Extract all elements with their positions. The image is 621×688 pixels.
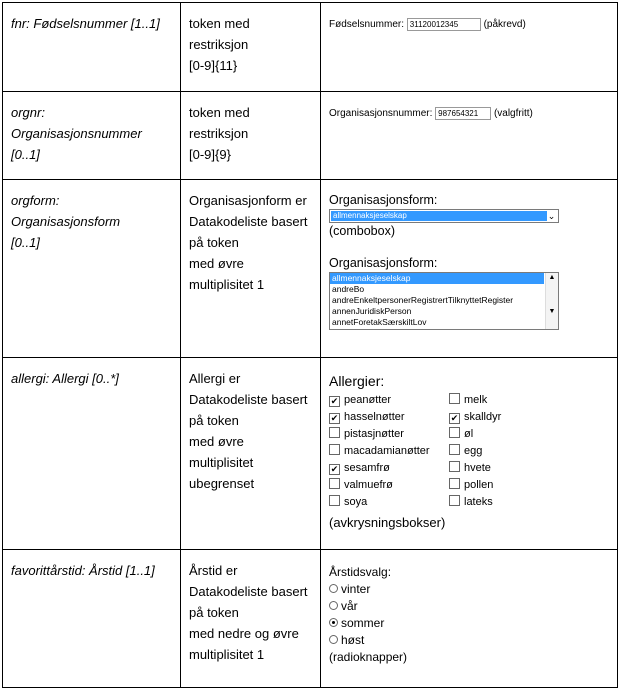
- allergy-label: macadamianøtter: [344, 445, 430, 457]
- type-description: Organisasjonform er Datakodeliste basert på token med øvre multiplisitet 1: [189, 193, 308, 292]
- allergy-label: øl: [464, 428, 474, 440]
- checkbox-unchecked-icon[interactable]: [449, 444, 460, 455]
- combo-selected-value: allmennaksjeselskap: [331, 211, 547, 221]
- allergy-label: pollen: [464, 479, 494, 491]
- orgform-combobox[interactable]: [329, 209, 559, 223]
- radio-selected-icon[interactable]: [329, 618, 338, 627]
- type-description: token med restriksjon [0-9]{9}: [189, 105, 250, 162]
- property-name: allergi: Allergi [0..*]: [11, 371, 119, 386]
- allergi-note: (avkrysningsbokser): [329, 515, 446, 530]
- fnr-note: (påkrevd): [483, 19, 526, 31]
- table-row: [3, 92, 618, 180]
- list-item[interactable]: allmennaksjeselskap: [330, 273, 544, 284]
- listbox-scrollbar[interactable]: [545, 273, 558, 329]
- season-label: høst: [341, 633, 365, 647]
- orgnr-input[interactable]: 987654321: [435, 107, 491, 120]
- example-orgform: [321, 180, 617, 330]
- radio-unselected-icon[interactable]: [329, 584, 338, 593]
- listbox-label: Organisasjonsform:: [329, 256, 438, 270]
- allergy-label: peanøtter: [344, 394, 392, 406]
- list-item[interactable]: andreBo: [332, 284, 365, 294]
- allergy-checkbox-item[interactable]: [449, 426, 529, 443]
- example-fnr: [321, 3, 617, 31]
- table-row: [3, 358, 618, 550]
- allergy-label: valmuefrø: [344, 479, 393, 491]
- allergy-checkbox-item[interactable]: [329, 443, 449, 460]
- radio-unselected-icon[interactable]: [329, 635, 338, 644]
- radio-unselected-icon[interactable]: [329, 601, 338, 610]
- checkbox-unchecked-icon[interactable]: [329, 444, 340, 455]
- allergy-checkbox-item[interactable]: [329, 392, 449, 409]
- fnr-input[interactable]: 31120012345: [407, 18, 481, 31]
- season-radio-item[interactable]: [329, 615, 609, 632]
- allergy-checkbox-item[interactable]: [449, 477, 529, 494]
- allergi-heading: Allergier:: [329, 373, 385, 389]
- allergy-label: lateks: [464, 496, 493, 508]
- checkbox-unchecked-icon[interactable]: [449, 393, 460, 404]
- list-item[interactable]: annetForetakSærskiltLov: [332, 317, 427, 327]
- allergy-checkbox-item[interactable]: [449, 443, 529, 460]
- chevron-down-icon[interactable]: ▼: [548, 308, 556, 315]
- type-description: Allergi er Datakodeliste basert på token med øvre multiplisitet ubegrenset: [189, 371, 308, 491]
- allergy-label: egg: [464, 445, 483, 457]
- checkbox-unchecked-icon[interactable]: [449, 427, 460, 438]
- checkbox-checked-icon[interactable]: ✔: [450, 413, 459, 423]
- type-description: token med restriksjon [0-9]{11}: [189, 16, 250, 73]
- list-item[interactable]: annenJuridiskPerson: [332, 306, 412, 316]
- allergy-checkbox-item[interactable]: [449, 494, 529, 511]
- season-label: vinter: [341, 582, 371, 596]
- allergy-checkbox-item[interactable]: [449, 392, 529, 409]
- season-label: vår: [341, 599, 358, 613]
- checkbox-unchecked-icon[interactable]: [329, 427, 340, 438]
- allergy-label: hvete: [464, 462, 491, 474]
- example-orgnr: [321, 92, 617, 120]
- season-radio-item[interactable]: [329, 632, 609, 649]
- combo-note: (combobox): [329, 224, 395, 238]
- allergy-checkbox-item[interactable]: [329, 494, 449, 511]
- list-item[interactable]: andreEnkeltpersonerRegistrertTilknyttetRegister: [332, 295, 514, 305]
- arstid-heading: Årstidsvalg:: [329, 565, 392, 579]
- orgnr-note: (valgfritt): [493, 108, 533, 120]
- checkbox-checked-icon[interactable]: ✔: [330, 464, 339, 474]
- allergy-checkbox-item[interactable]: [329, 409, 449, 426]
- checkbox-unchecked-icon[interactable]: [449, 461, 460, 472]
- season-label: sommer: [341, 616, 385, 630]
- allergy-label: soya: [344, 496, 368, 508]
- allergy-label: melk: [464, 394, 488, 406]
- allergi-checkboxes: [329, 392, 609, 511]
- allergy-checkbox-item[interactable]: [329, 460, 449, 477]
- table-row: [3, 3, 618, 92]
- arstid-note: (radioknapper): [329, 650, 408, 664]
- example-arstid: [321, 550, 617, 666]
- allergy-checkbox-item[interactable]: [329, 426, 449, 443]
- property-name: orgform: Organisasjonsform [0..1]: [11, 193, 121, 250]
- combo-label: Organisasjonsform:: [329, 193, 438, 207]
- chevron-up-icon[interactable]: ▲: [548, 274, 556, 281]
- checkbox-checked-icon[interactable]: ✔: [330, 413, 339, 423]
- spec-table: [2, 2, 618, 688]
- table-row: [3, 180, 618, 358]
- allergy-label: pistasjnøtter: [344, 428, 404, 440]
- checkbox-unchecked-icon[interactable]: [329, 495, 340, 506]
- chevron-down-icon[interactable]: ⌄: [547, 211, 556, 221]
- orgform-listbox[interactable]: [329, 272, 559, 330]
- arstid-radio-group: [329, 581, 609, 649]
- checkbox-checked-icon[interactable]: ✔: [330, 396, 339, 406]
- season-radio-item[interactable]: [329, 598, 609, 615]
- allergi-column-1: [329, 392, 449, 511]
- example-allergi: [321, 358, 617, 533]
- season-radio-item[interactable]: [329, 581, 609, 598]
- allergy-checkbox-item[interactable]: [329, 477, 449, 494]
- allergy-label: skalldyr: [464, 411, 502, 423]
- orgnr-label: Organisasjonsnummer:: [329, 108, 433, 120]
- property-name: orgnr: Organisasjonsnummer [0..1]: [11, 105, 142, 162]
- fnr-label: Fødselsnummer:: [329, 19, 405, 31]
- checkbox-unchecked-icon[interactable]: [449, 478, 460, 489]
- checkbox-unchecked-icon[interactable]: [449, 495, 460, 506]
- allergy-checkbox-item[interactable]: [449, 409, 529, 426]
- checkbox-unchecked-icon[interactable]: [329, 478, 340, 489]
- table-row: [3, 550, 618, 688]
- property-name: fnr: Fødselsnummer [1..1]: [11, 16, 160, 31]
- allergy-label: hasselnøtter: [344, 411, 405, 423]
- allergi-column-2: [449, 392, 529, 511]
- allergy-label: sesamfrø: [344, 462, 390, 474]
- property-name: favorittårstid: Årstid [1..1]: [11, 563, 155, 578]
- allergy-checkbox-item[interactable]: [449, 460, 529, 477]
- type-description: Årstid er Datakodeliste basert på token med nedre og øvre multiplisitet 1: [189, 563, 308, 662]
